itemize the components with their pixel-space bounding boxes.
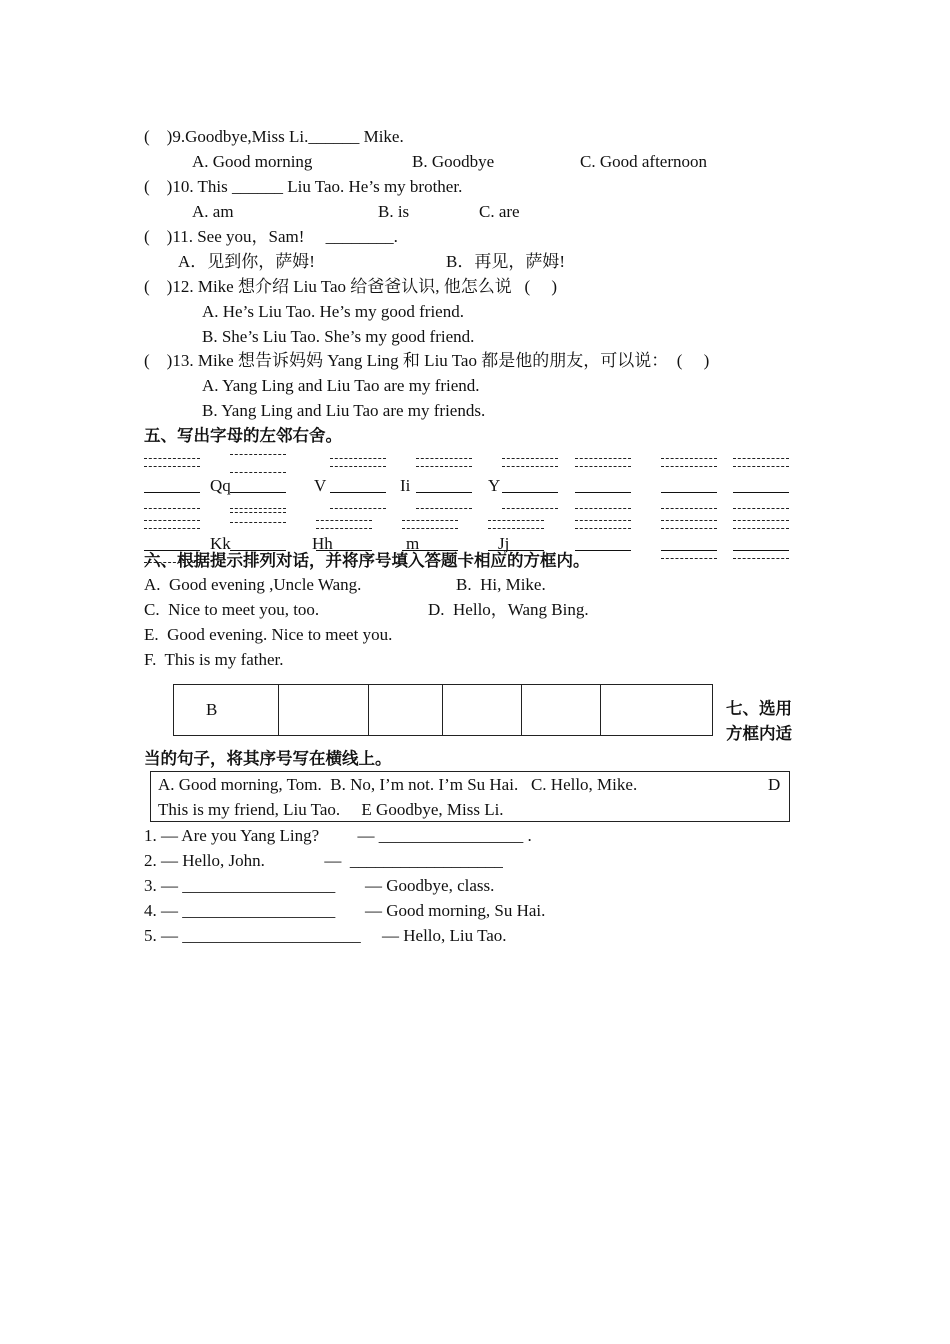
section-7-title-part1: 七、选用 bbox=[726, 699, 792, 718]
fill-item-1[interactable]: 1. — Are you Yang Ling? — _________________ . bbox=[144, 826, 532, 845]
question-13-option-a: A. Yang Ling and Liu Tao are my friend. bbox=[202, 376, 480, 395]
letter-kk: Kk bbox=[210, 534, 231, 553]
sentence-box-line2: This is my friend, Liu Tao. E Goodbye, Miss Li. bbox=[158, 800, 504, 819]
answer-cell[interactable] bbox=[279, 685, 369, 735]
dialogue-option-e: E. Good evening. Nice to meet you. bbox=[144, 625, 393, 644]
answer-cell[interactable] bbox=[522, 685, 601, 735]
dialogue-option-b: B. Hi, Mike. bbox=[456, 575, 546, 594]
answer-cell[interactable] bbox=[443, 685, 522, 735]
fill-item-3[interactable]: 3. — __________________ — Goodbye, class. bbox=[144, 876, 495, 895]
answer-cell[interactable] bbox=[369, 685, 443, 735]
question-12-option-b: B. She’s Liu Tao. She’s my good friend. bbox=[202, 327, 475, 346]
question-10-option-c: C. are bbox=[479, 202, 520, 221]
letter-y: Y bbox=[488, 476, 501, 495]
question-9-option-c: C. Good afternoon bbox=[580, 152, 708, 171]
letter-cell[interactable] bbox=[210, 454, 286, 506]
letter-cell[interactable] bbox=[733, 512, 789, 564]
dialogue-option-f: F. This is my father. bbox=[144, 650, 284, 669]
answer-cell[interactable] bbox=[174, 685, 279, 735]
question-11-option-a: A．见到你，萨姆! bbox=[178, 252, 315, 271]
letter-jj: Jj bbox=[498, 534, 510, 553]
question-12: ( )12. Mike 想介绍 Liu Tao 给爸爸认识, 他怎么说 ( ) bbox=[144, 277, 558, 296]
dialogue-option-c: C. Nice to meet you, too. bbox=[144, 600, 320, 619]
question-10-option-b: B. is bbox=[378, 202, 410, 221]
question-11-option-b: B．再见，萨姆! bbox=[446, 252, 565, 271]
letter-cell[interactable] bbox=[400, 454, 472, 506]
sentence-box-line1: A. Good morning, Tom. B. No, I’m not. I’m Su Hai. C. Hello, Mike. bbox=[158, 775, 638, 794]
letter-cell[interactable] bbox=[314, 454, 386, 506]
dialogue-option-a: A. Good evening ,Uncle Wang. bbox=[144, 575, 362, 594]
letter-cell[interactable] bbox=[488, 454, 558, 506]
letter-hh: Hh bbox=[312, 534, 333, 553]
answer-cell-value: B bbox=[206, 700, 218, 719]
section-6-title: 六、根据提示排列对话，并将序号填入答题卡相应的方框内。 bbox=[144, 551, 590, 570]
section-7-title-part3: 当的句子，将其序号写在横线上。 bbox=[144, 749, 392, 768]
question-9-option-b: B. Goodbye bbox=[412, 152, 495, 171]
sentence-box-line1-d: D bbox=[768, 775, 781, 794]
dialogue-option-d: D. Hello，Wang Bing. bbox=[428, 600, 589, 619]
question-11: ( )11. See you，Sam! ________. bbox=[144, 227, 398, 246]
question-12-option-a: A. He’s Liu Tao. He’s my good friend. bbox=[202, 302, 464, 321]
letter-m: m bbox=[406, 534, 420, 553]
question-13: ( )13. Mike 想告诉妈妈 Yang Ling 和 Liu Tao 都是他的朋友，可以说： ( ) bbox=[144, 351, 710, 370]
letter-ii: Ii bbox=[400, 476, 411, 495]
question-13-option-b: B. Yang Ling and Liu Tao are my friends. bbox=[202, 401, 486, 420]
question-9: ( )9.Goodbye,Miss Li.______ Mike. bbox=[144, 127, 404, 146]
section-5-title: 五、写出字母的左邻右舍。 bbox=[144, 426, 342, 445]
answer-cell[interactable] bbox=[601, 685, 712, 735]
fill-item-2[interactable]: 2. — Hello, John. — __________________ bbox=[144, 851, 503, 870]
letter-cell[interactable] bbox=[144, 454, 200, 506]
question-9-option-a: A. Good morning bbox=[192, 152, 313, 171]
fill-item-5[interactable]: 5. — _____________________ — Hello, Liu Tao. bbox=[144, 926, 507, 945]
letter-v: V bbox=[314, 476, 327, 495]
letter-cell[interactable] bbox=[661, 454, 717, 506]
question-10-option-a: A. am bbox=[192, 202, 234, 221]
letter-cell[interactable] bbox=[733, 454, 789, 506]
letter-qq: Qq bbox=[210, 476, 231, 495]
question-10: ( )10. This ______ Liu Tao. He’s my brother. bbox=[144, 177, 463, 196]
fill-item-4[interactable]: 4. — __________________ — Good morning, Su Hai. bbox=[144, 901, 546, 920]
letter-cell[interactable] bbox=[575, 454, 631, 506]
letter-cell[interactable] bbox=[661, 512, 717, 564]
letter-neighbor-grid bbox=[144, 454, 794, 564]
answer-card-table bbox=[173, 684, 713, 736]
section-7-title-part2: 方框内适 bbox=[726, 724, 792, 743]
